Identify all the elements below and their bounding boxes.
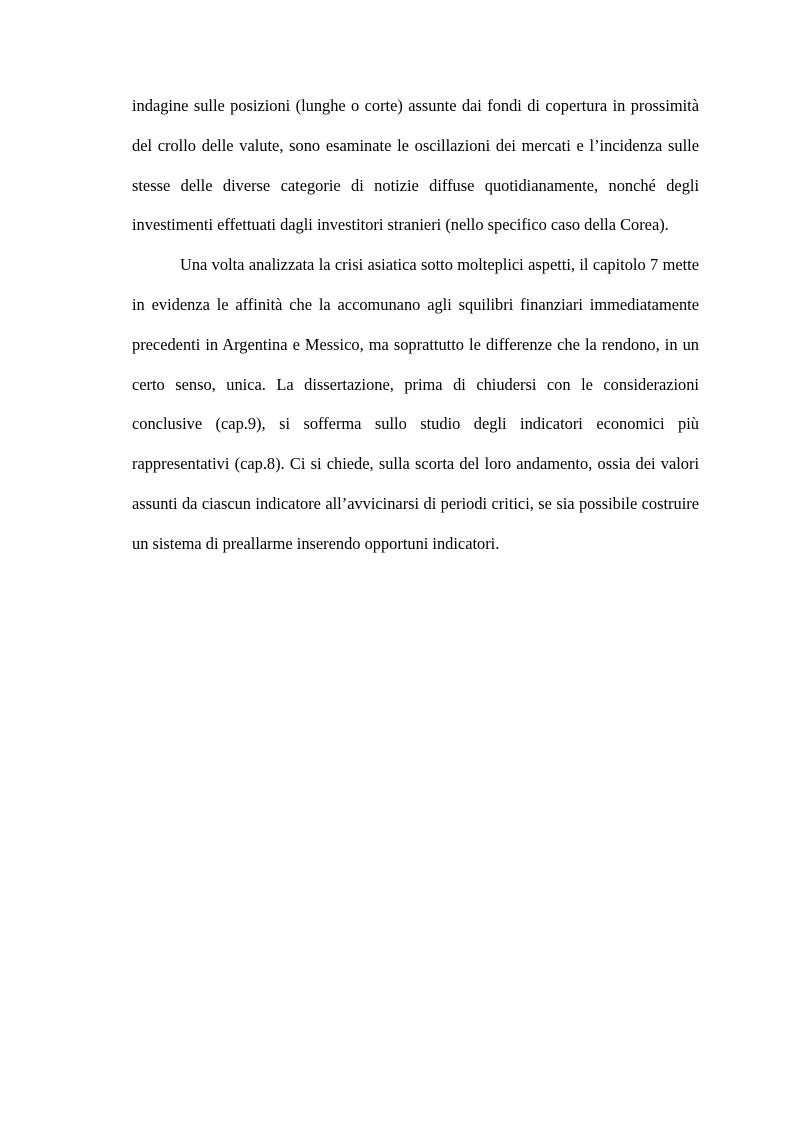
paragraph-2: Una volta analizzata la crisi asiatica sotto molteplici aspetti, il capitolo 7 mette in evidenza le affinità che la accomunano agli squilibri finanziari immediatamente precedenti in Argentina e Messico, ma soprattutto le differenze che la rendono, in un certo senso, unica. La dissertazione, prima di chiudersi con le considerazioni conclusive (cap.9), si sofferma sullo studio degli indicatori economici più rappresentativi (cap.8). Ci si chiede, sulla scorta del loro andamento, ossia dei valori assunti da ciascun indicatore all’avvicinarsi di periodi critici, se sia possibile costruire un sistema di preallarme inserendo opportuni indicatori. — [132, 255, 699, 553]
document-page — [132, 86, 699, 564]
paragraph-1: indagine sulle posizioni (lunghe o corte) assunte dai fondi di copertura in prossimità del crollo delle valute, sono esaminate le oscillazioni dei mercati e l’incidenza sulle stesse delle diverse categorie di notizie diffuse quotidianamente, nonché degli investimenti effettuati dagli investitori stranieri (nello specifico caso della Corea). — [132, 96, 699, 235]
